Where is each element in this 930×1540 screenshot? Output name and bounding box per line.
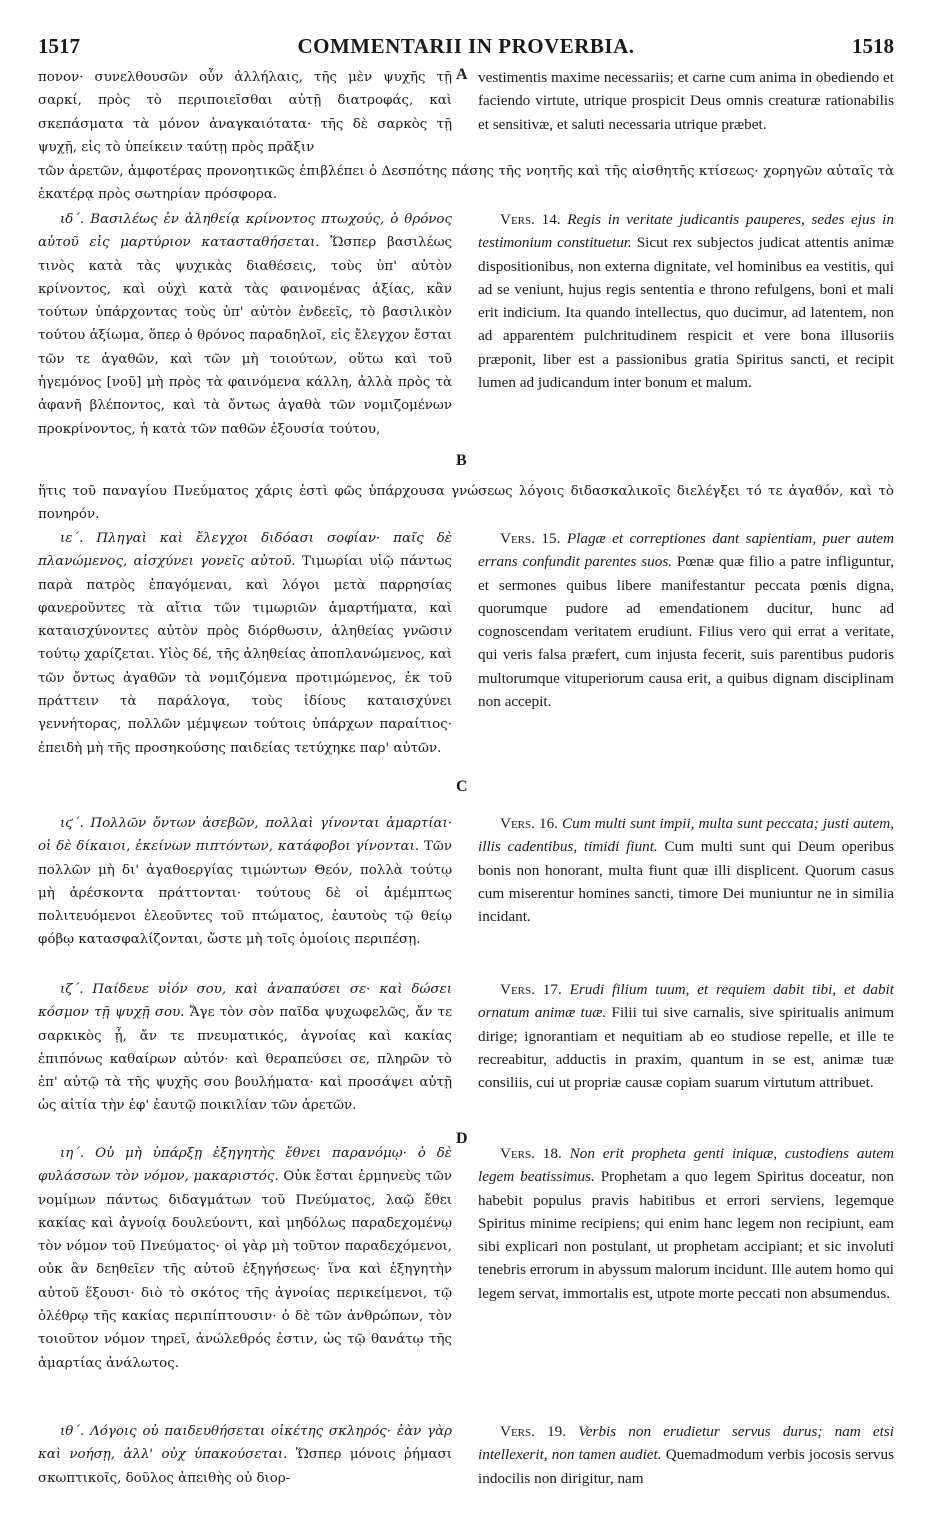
greek-column-v16 [38, 812, 452, 952]
greek-column-v15 [38, 527, 452, 760]
full-width-text: τῶν ἀρετῶν, ἀμφοτέρας προνοητικῶς ἐπιβλέπει ὁ Δεσπότης πάσης τῆς νοητῆς καὶ τῆς αἰσθητῆς κτίσεως· χορηγῶν αὐταῖς τὰ ἑκατέρᾳ πρὸς σωτηρίαν πρόσφορα. [38, 164, 894, 203]
greek-verse-heading: ιθ΄. Λόγοις οὐ παιδευθήσεται οἰκέτης σκληρός· ἐὰν γὰρ καὶ νοήσῃ, ἀλλ' οὐχ ὑπακούσεται. [38, 1424, 452, 1463]
latin-verse-heading: Cum multi sunt impii, multa sunt peccata; justi autem, illis cadentibus, timidi fiunt. [478, 815, 894, 856]
running-title: COMMENTARII IN PROVERBIA. [297, 34, 635, 58]
latin-commentary: Filii tui sive carnalis, sive spiritualis animum dirige; ignorantiam et nequitiam ab eo studiose repelle, et ille te recreabitur, adductis in praxim, quantum in se est, animæ tuæ consiliis, cui ut propriæ causæ copiam suarum virtutum attribuet. [478, 1004, 895, 1092]
margin-letter-d: D [456, 1130, 468, 1147]
latin-paragraph: vestimentis maxime necessariis; et carne cum anima in obediendo et faciendo virtute, utrique prospicit Deus omnis creaturæ rationabilis et sensitivæ, et saluti necessaria utrique præbet. [478, 69, 894, 133]
latin-verse-heading: Non erit propheta genti iniquæ, custodiens autem legem beatissimus. [478, 1145, 894, 1186]
latin-column-v19 [478, 1420, 894, 1490]
full-width-line-intro [38, 160, 894, 207]
latin-column-v14 [478, 208, 894, 394]
latin-commentary: Quemadmodum verbis jocosis servus indocilis non dirigitur, nam [478, 1446, 894, 1487]
greek-commentary: Ὥσπερ βασιλέως τινὸς κατὰ τὰς ψυχικὰς διαθέσεις, τοὺς ὑπ' αὐτὸν κρίνοντος, καὶ οὐχὶ κατὰ τὰς φαινομένας ἀξίας, κἂν τούτων ὑπάρχοντας τοὺς ὑπ' αὐτὸν ἐνδεεῖς, τὸ βασιλικὸν τούτου ἀξίωμα, ὅπερ ὁ θρόνος παραδηλοῖ, εἰς ἔλεγχον ἔσται τῶν τε ἀγαθῶν, καὶ τῶν μὴ τοιούτων, οὕτω καὶ τοῦ ἡγεμόνος [νοῦ] μὴ πρὸς τὰ φαινόμενα κάλλη, ἀλλὰ πρὸς τὰ ἀφανῆ βλέποντος, καὶ τὰ ὄντως ἀγαθὰ τῶν νομιζομένων προκρίνοντος, ἡ κατὰ τῶν παθῶν ἐξουσία τούτου, [38, 235, 452, 437]
latin-verse-label: Vers. 15. [500, 530, 561, 547]
full-width-text: ἥτις τοῦ παναγίου Πνεύματος χάρις ἐστὶ φῶς ὑπάρχουσα γνώσεως λόγοις διδασκαλικοῖς διελέγξει τό τε ἀγαθόν, καὶ τὸ πονηρόν. [38, 484, 894, 523]
greek-commentary: Οὐκ ἔσται ἑρμηνεὺς τῶν νομίμων πάντως διδαγμάτων τοῦ Πνεύματος, λαῷ ἔθει κακίας καὶ ἀγνοίᾳ δουλεύοντι, καὶ μηδόλως παραδεχομένῳ τὸν νόμον τοῦ Πνεύματος· οἱ γὰρ μὴ τοῦτον παραδεχόμενοι, οὐκ ἂν δεηθεῖεν τῆς αὐτοῦ ἐξηγήσεως· ἵνα καὶ ἐξηγητὴν αὐτοῦ ἕξουσι· διὸ τὸ σκότος τῆς ἀγνοίας περικείμενοι, τῷ ὀλέθρῳ τῆς κακίας περιπίπτουσιν· ὁ δὲ τῶν ἀνθρώπων, τὸν τοιοῦτον νόμον τηρεῖ, ἀνώλεθρός ἐστιν, ὡς τῷ θανάτῳ τῆς ἁμαρτίας ἀνάλωτος. [38, 1169, 452, 1371]
greek-paragraph: πονον· συνελθουσῶν οὖν ἀλλήλαις, τῆς μὲν ψυχῆς τῇ σαρκί, πρὸς τὸ περιποιεῖσθαι αὐτῇ διατροφάς, καὶ σκεπάσματα τὰ μόνον ἀναγκαιότατα· τῆς δὲ σαρκὸς τῇ ψυχῇ, εἰς τὸ ὑπείκειν ταύτῃ πρὸς πρᾶξιν [38, 70, 452, 155]
greek-column-v18 [38, 1142, 452, 1375]
latin-column-v15 [478, 527, 894, 713]
latin-verse-label: Vers. 14. [500, 211, 561, 228]
latin-commentary: Sicut rex subjectos judicat attentis animæ dispositionibus, non externa dignitate, vel hominibus ea vestitis, qui ad se veniunt, hujus regis sententia e throno refulgens, boni et mali erit indicium. Ita quando intellectus, quo ducimur, ad latentem, non ad apparentem pulchritudinem respicit et vere bona illusoriis præponit, liber est a passionibus gratia Spiritus sancti, et recipit lumen ad judicandum inter bonum et malum. [478, 234, 895, 392]
latin-commentary: Prophetam a quo legem Spiritus doceatur, non habebit populus pravis habitibus et errori serviens, legemque Spiritus minime recipiens; qui enim hanc legem non recipiunt, eam sibi explicari non postulant, ut prophetam accipiant; et sic involuti tenebris errorum in abyssum malorum incidunt. Ille autem homo qui legem servat, immortalis est, utpote morte peccati non absumendus. [478, 1168, 894, 1302]
left-page-number: 1517 [38, 34, 80, 58]
running-header [38, 34, 894, 60]
full-width-line-v14 [38, 480, 894, 527]
greek-verse-heading: ιϛ΄. Πολλῶν ὄντων ἀσεβῶν, πολλαὶ γίνονται ἁμαρτίαι· οἱ δὲ δίκαιοι, ἐκείνων πιπτόντων, κατάφοβοι γίνονται. [38, 816, 452, 855]
right-page-number: 1518 [852, 34, 894, 58]
latin-verse-heading: Erudi filium tuum, et requiem dabit tibi, et dabit ornatum animæ tuæ. [478, 981, 894, 1022]
latin-column-v16 [478, 812, 894, 928]
latin-verse-label: Vers. 19. [500, 1423, 567, 1440]
greek-column-v19 [38, 1420, 452, 1490]
latin-verse-label: Vers. 18. [500, 1145, 562, 1162]
latin-verse-heading: Regis in veritate judicantis pauperes, sedes ejus in testimonium constituetur. [478, 211, 894, 252]
latin-column-intro [478, 66, 894, 136]
greek-verse-heading: ιη΄. Οὐ μὴ ὑπάρξῃ ἐξηγητὴς ἔθνει παρανόμῳ· ὁ δὲ φυλάσσων τὸν νόμον, μακαριστός. [38, 1146, 452, 1185]
latin-column-v18 [478, 1142, 894, 1305]
latin-commentary: Pœnæ quæ filio a patre infliguntur, et sermones quibus libere manifestantur peccata pœnis digna, quorumque pudore ad emendationem ducitur, hunc ad cognoscendam veritatem erudiunt. Filius vero qui errat a veritate, qui veris falsa præfert, cum injusta fecerit, suis parentibus pudoris multorumque vituperiorum causa erit, a quibus dignam disciplinam non accepit. [478, 553, 894, 711]
greek-column-v17 [38, 978, 452, 1118]
greek-commentary: Ὥσπερ μόνοις ῥήμασι σκωπτικοῖς, δοῦλος ἀπειθὴς οὐ διορ- [38, 1447, 452, 1486]
greek-commentary: Ἄγε τὸν σὸν παῖδα ψυχωφελῶς, ἄν τε σαρκικὸς ᾖ, ἄν τε πνευματικός, ἀγνοίας καὶ κακίας ἐπιπόνως καθαίρων αὐτόν· καὶ θεραπεύσει σε, πληρῶν τὸ ἐπ' αὐτῷ τὰ τῆς ψυχῆς σου βουλήματα· καὶ προσάψει αὐτῇ ὡς αἰτία τὴν ἐφ' ἑαυτῷ ποικιλίαν τῶν ἀρετῶν. [38, 1005, 453, 1114]
greek-column-intro [38, 66, 452, 159]
latin-verse-heading: Plagæ et correptiones dant sapientiam, puer autem errans confundit parentes suos. [478, 530, 894, 571]
greek-verse-heading: ιε΄. Πληγαὶ καὶ ἔλεγχοι διδόασι σοφίαν· παῖς δὲ πλανώμενος, αἰσχύνει γονεῖς αὐτοῦ. [38, 531, 452, 570]
greek-column-v14 [38, 208, 452, 441]
greek-commentary: Τιμωρίαι υἱῷ πάντως παρὰ πατρὸς ἐπαγόμεναι, καὶ λόγοι μετὰ παρρησίας φανεροῦντες τὰ αἴτια τῶν τιμωριῶν ἁμαρτήματα, καὶ καταισχύνοντες αὐτὸν πρὸς διόρθωσιν, ἀληθείας γνῶσιν τούτῳ χαρίζεται. Υἱὸς δέ, τῆς ἀληθείας ἀποπλανώμενος, καὶ τῶν ὄντως ἀγαθῶν τὰ νομιζόμενα προτιμώμενος, ἐκ τοῦ πράττειν τὰ παράλογα, τοὺς ἰδίους καταισχύνει γεννήτορας, πολλῶν μέμψεων τούτοις ὑπάρχων παραίτιος· ἐπειδὴ μὴ τῆς προσηκούσης παιδείας τετύχηκε παρ' αὐτῶν. [38, 554, 452, 756]
margin-letter-b: B [456, 452, 467, 469]
latin-verse-label: Vers. 17. [500, 981, 562, 998]
greek-commentary: Τῶν πολλῶν μὴ δι' ἀγαθοεργίας τιμώντων Θεόν, πολλὰ τούτῳ μὴ ἀρέσκοντα πράττονται· τούτους δὲ οἱ ἀμέμπτως πολιτευόμενοι ἐλεοῦντες τοῦ πτώματος, ἑαυτοὺς τῷ θείῳ φόβῳ κατασφαλίζονται, ὥστε μὴ τοῖς ὁμοίοις περιπέσῃ. [38, 839, 452, 948]
margin-letter-c: C [456, 778, 468, 795]
latin-verse-heading: Verbis non erudietur servus durus; nam etsi intellexerit, non tamen audiet. [478, 1423, 894, 1464]
latin-commentary: Cum multi sunt qui Deum operibus bonis non honorant, multa fiunt quæ illi displicent. Quorum casus cum miserentur homines sancti, timore Dei muniuntur ne in similia incidant. [478, 838, 895, 926]
latin-column-v17 [478, 978, 894, 1094]
greek-verse-heading: ιζ΄. Παίδευε υἱόν σου, καὶ ἀναπαύσει σε· καὶ δώσει κόσμον τῇ ψυχῇ σου. [38, 982, 452, 1021]
greek-verse-heading: ιδ΄. Βασιλέως ἐν ἀληθείᾳ κρίνοντος πτωχούς, ὁ θρόνος αὐτοῦ εἰς μαρτύριον κατασταθήσεται. [38, 212, 452, 251]
latin-verse-label: Vers. 16. [500, 815, 558, 832]
margin-letter-a: A [456, 66, 468, 83]
